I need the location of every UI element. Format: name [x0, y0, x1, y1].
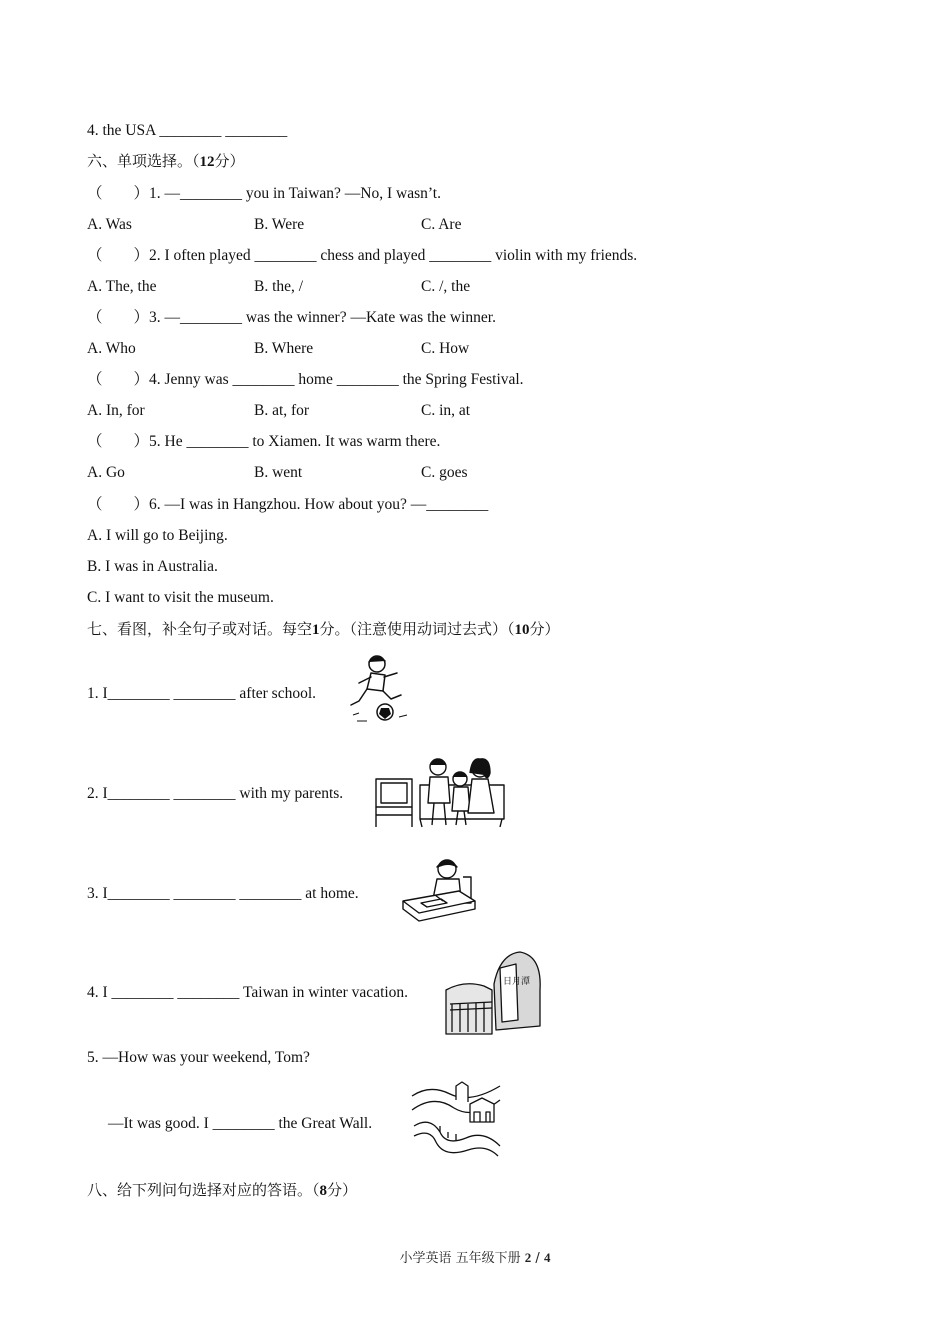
q5-option-c: C. goes: [421, 464, 468, 481]
question-6: （ ）6. —I was in Hangzhou. How about you? —________: [87, 496, 489, 513]
boy-playing-football-picture: [347, 653, 413, 725]
q5-option-b: B. went: [254, 464, 303, 481]
section-6-title: 六、单项选择。（12分）: [87, 152, 245, 170]
picture-item-4: 4. I ________ ________ Taiwan in winter vacation.: [87, 984, 409, 1001]
q2-option-c: C. /, the: [421, 278, 471, 295]
q3-option-a: A. Who: [87, 340, 136, 357]
picture-item-5-answer: —It was good. I ________ the Great Wall.: [108, 1115, 373, 1132]
question-1: （ ）1. —________ you in Taiwan? —No, I wasn’t.: [87, 185, 441, 202]
sun-moon-lake-picture: [444, 950, 544, 1036]
q5-option-a: A. Go: [87, 464, 125, 481]
q4-option-a: A. In, for: [87, 402, 145, 419]
section-8-title: 八、给下列问句选择对应的答语。（8分）: [87, 1181, 358, 1199]
q4-option-c: C. in, at: [421, 402, 471, 419]
q1-option-b: B. Were: [254, 216, 305, 233]
q3-option-c: C. How: [421, 340, 470, 357]
q3-option-b: B. Where: [254, 340, 314, 357]
question-2: （ ）2. I often played ________ chess and played ________ violin with my friends.: [87, 247, 638, 264]
q2-option-a: A. The, the: [87, 278, 157, 295]
sign-text: 日月潭: [503, 977, 531, 987]
question-4: （ ）4. Jenny was ________ home ________ the Spring Festival.: [87, 371, 524, 388]
picture-item-3: 3. I________ ________ ________ at home.: [87, 885, 359, 902]
boy-doing-homework-picture: [399, 855, 477, 927]
q1-option-c: C. Are: [421, 216, 462, 233]
family-watching-tv-picture: [374, 755, 506, 831]
section-7-title: 七、看图，补全句子或对话。每空1分。（注意使用动词过去式）（10分）: [87, 620, 560, 638]
picture-item-5-question: 5. —How was your weekend, Tom?: [87, 1049, 310, 1066]
item-usa: 4. the USA ________ ________: [87, 122, 288, 139]
q6-option-a: A. I will go to Beijing.: [87, 527, 228, 544]
q6-option-c: C. I want to visit the museum.: [87, 589, 274, 606]
great-wall-picture: [410, 1076, 502, 1158]
question-3: （ ）3. —________ was the winner? —Kate was the winner.: [87, 309, 496, 326]
question-5: （ ）5. He ________ to Xiamen. It was warm there.: [87, 433, 441, 450]
page-footer: 小学英语 五年级下册 2 / 4: [399, 1250, 551, 1266]
q6-option-b: B. I was in Australia.: [87, 558, 218, 575]
picture-item-2: 2. I________ ________ with my parents.: [87, 785, 344, 802]
q2-option-b: B. the, /: [254, 278, 304, 295]
q4-option-b: B. at, for: [254, 402, 310, 419]
picture-item-1: 1. I________ ________ after school.: [87, 685, 317, 702]
q1-option-a: A. Was: [87, 216, 132, 233]
